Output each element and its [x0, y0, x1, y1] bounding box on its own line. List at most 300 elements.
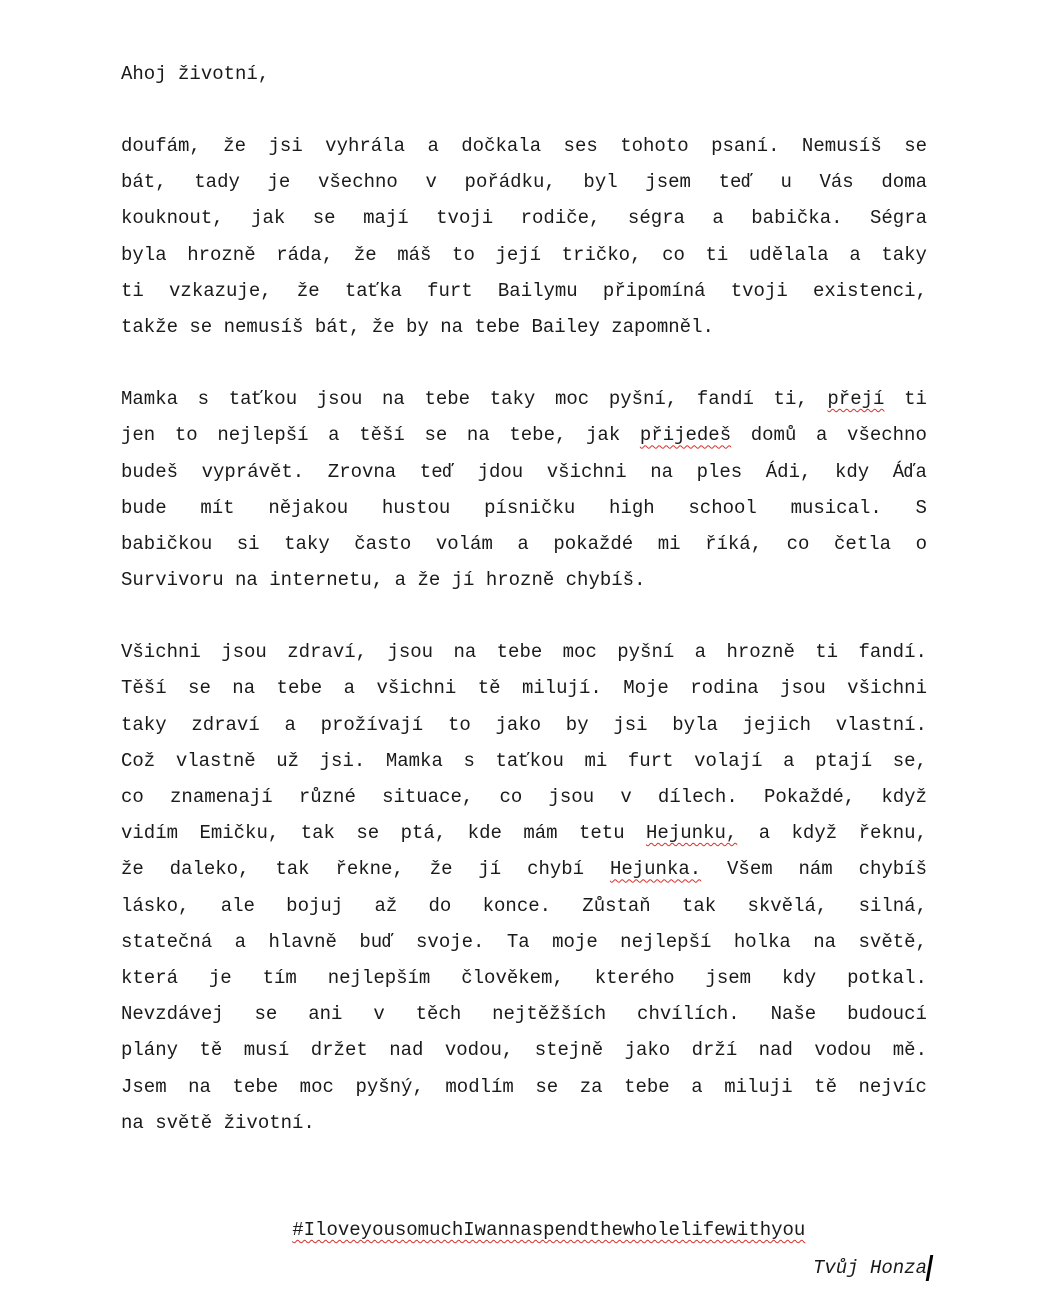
spellcheck-flagged-word: přijedeš — [639, 424, 732, 447]
word: doma — [881, 171, 927, 194]
word: ti, — [773, 388, 808, 411]
paragraph-line — [121, 924, 927, 960]
word: těch — [415, 1003, 462, 1026]
word: nad — [389, 1039, 424, 1062]
word: tebe — [424, 388, 471, 411]
paragraph-line — [121, 490, 927, 526]
word: mi — [584, 749, 608, 772]
word: byla — [121, 243, 167, 266]
word: existenci, — [812, 279, 927, 302]
word: bojuj — [286, 894, 344, 917]
word: volám — [435, 532, 493, 555]
letter-paragraph — [121, 128, 927, 345]
word: hlavně — [268, 930, 337, 953]
word: vodou — [814, 1039, 872, 1062]
word: řekne, — [335, 858, 404, 881]
word: a — [517, 532, 529, 555]
word: pokaždé — [553, 532, 634, 555]
word: budeš — [121, 460, 179, 483]
word: nejtěžších — [492, 1003, 607, 1026]
word: až — [374, 894, 398, 917]
word: tak — [275, 858, 310, 881]
word: furt — [427, 279, 473, 302]
word: jí — [478, 858, 502, 881]
word: máš — [397, 243, 432, 266]
word: pořádku, — [464, 171, 556, 194]
word: říká, — [705, 532, 763, 555]
word: tetu — [578, 822, 625, 845]
word: furt — [627, 749, 674, 772]
word: nejlepší — [217, 424, 309, 447]
word: se — [424, 424, 448, 447]
word: takže — [121, 315, 179, 338]
word: psaní. — [711, 135, 780, 157]
word: mě. — [892, 1039, 927, 1062]
word: Bailey — [531, 315, 600, 338]
word: mám — [523, 822, 558, 845]
word: kterého — [594, 966, 675, 989]
word: moc — [299, 1075, 334, 1098]
word: to — [447, 713, 471, 736]
word: tě — [199, 1039, 223, 1062]
word: byl — [583, 171, 618, 194]
word: holka — [733, 930, 791, 953]
word: jako — [624, 1039, 671, 1062]
word: kdy — [781, 966, 817, 989]
paragraph-line — [121, 1105, 927, 1141]
word: Mamka — [385, 749, 443, 772]
word: situace, — [382, 786, 474, 808]
word: na — [813, 930, 837, 953]
word: vzkazuje, — [169, 279, 272, 302]
word: Survivoru — [121, 569, 224, 592]
word: co — [121, 786, 144, 808]
paragraph-line — [121, 1032, 927, 1068]
word: doufám, — [121, 135, 201, 157]
word: svoje. — [416, 930, 485, 953]
word: jdou — [477, 460, 524, 483]
word: taky — [121, 713, 167, 736]
word: nejlepším — [327, 966, 431, 989]
word: jsou — [387, 641, 434, 664]
word: drží — [691, 1039, 738, 1062]
word: v — [620, 786, 632, 808]
word: tady — [194, 171, 240, 194]
word: jako — [495, 713, 542, 736]
word: Naše — [770, 1003, 817, 1026]
word: dočkala — [461, 135, 542, 157]
word: světě, — [858, 930, 927, 953]
spellcheck-flagged-word: Hejunku, — [646, 822, 738, 845]
word: taťkou — [228, 388, 298, 411]
word: na — [235, 569, 258, 592]
word: Což — [121, 749, 156, 772]
word: modlím — [445, 1075, 514, 1098]
word: s — [463, 749, 475, 772]
word: jen — [121, 424, 156, 447]
word: tím — [262, 966, 297, 989]
word: tohoto — [620, 135, 689, 157]
word: a — [328, 424, 340, 447]
word: high — [609, 496, 655, 519]
word: na — [188, 1075, 211, 1098]
word: bát, — [121, 171, 167, 194]
word: když — [791, 822, 838, 845]
word: hustou — [381, 496, 451, 519]
word: taťkou — [495, 749, 564, 772]
word: taky — [284, 532, 330, 555]
word: tě — [477, 677, 501, 700]
word: ti — [705, 243, 729, 266]
word: a — [427, 135, 439, 157]
word: Ségra — [869, 207, 927, 230]
word: co — [499, 786, 523, 808]
word: a — [783, 749, 795, 772]
word: potkal. — [847, 966, 927, 989]
word: světě — [155, 1111, 213, 1134]
word: těší — [359, 424, 405, 447]
word: Mamka — [121, 388, 179, 411]
word: bát, — [314, 315, 361, 338]
paragraph-line — [121, 1069, 927, 1105]
word: Ta — [506, 930, 530, 953]
word: mít — [200, 496, 235, 519]
word: se — [254, 1003, 278, 1026]
word: Emičku, — [199, 822, 280, 845]
word: do — [428, 894, 452, 917]
word: že — [296, 279, 320, 302]
word: co — [662, 243, 685, 266]
word: taky — [881, 243, 927, 266]
word: nejvíc — [858, 1075, 927, 1098]
word: na — [232, 677, 256, 700]
word: jsou — [548, 786, 595, 808]
word: byla — [672, 713, 718, 736]
word: se — [188, 677, 211, 700]
word: a — [284, 713, 296, 736]
word: tebe — [624, 1075, 670, 1098]
word: ptá, — [400, 822, 447, 845]
paragraph-line — [121, 273, 927, 309]
word: vodou, — [444, 1039, 514, 1062]
paragraph-line — [121, 562, 927, 598]
word: stejně — [534, 1039, 604, 1062]
word: Áďa — [892, 460, 927, 483]
word: ti — [121, 279, 144, 302]
paragraph-line — [121, 237, 927, 273]
word: pyšní — [617, 641, 675, 664]
paragraph-line — [121, 707, 927, 743]
word: daleko, — [169, 858, 250, 881]
word: a — [849, 243, 861, 266]
word: jejich — [742, 713, 812, 736]
word: chybíš. — [565, 569, 646, 592]
word: na — [440, 315, 464, 338]
word: babičkou — [121, 532, 213, 555]
word: vlastní. — [835, 713, 927, 736]
word: zdraví, — [287, 641, 368, 664]
word: vlastně — [175, 749, 256, 772]
word: tričko, — [561, 243, 642, 266]
word: je — [267, 171, 291, 194]
word: Bailymu — [497, 279, 578, 302]
paragraph-line — [121, 526, 927, 562]
word: to — [452, 243, 475, 266]
spellcheck-flagged-word: přejí — [827, 388, 885, 411]
word: už — [276, 749, 300, 772]
word: vyprávět. — [201, 460, 305, 483]
word: domů — [750, 424, 797, 447]
word: Moje — [623, 677, 669, 700]
word: jsi — [613, 713, 648, 736]
word: rodiče, — [520, 207, 601, 230]
word: a — [394, 569, 407, 592]
word: tebe, — [509, 424, 567, 447]
paragraph-line — [121, 200, 927, 236]
word: ale — [220, 894, 255, 917]
signature-text: Tvůj Honza — [812, 1257, 927, 1279]
word: plány — [121, 1039, 179, 1062]
word: nějakou — [268, 496, 349, 519]
word: Zůstaň — [582, 894, 651, 917]
word: životní. — [223, 1111, 315, 1134]
word: taťka — [344, 279, 402, 302]
word: teď — [419, 460, 455, 483]
word: v — [425, 171, 437, 194]
word: si — [236, 532, 260, 555]
word: tak — [300, 822, 335, 845]
letter-greeting: Ahoj životní, — [121, 63, 270, 85]
word: tak — [681, 894, 717, 917]
word: jsou — [780, 677, 826, 700]
word: jsi — [268, 135, 303, 157]
word: ti — [904, 388, 927, 411]
word: a — [816, 424, 828, 447]
word: tebe — [232, 1075, 279, 1098]
word: u — [780, 171, 792, 194]
word: Vás — [819, 171, 854, 194]
word: se — [189, 315, 213, 338]
word: hrozně — [726, 641, 795, 664]
word: se, — [892, 749, 927, 772]
word: písničku — [484, 496, 576, 519]
word: za — [579, 1075, 603, 1098]
letter-paragraphs — [121, 128, 927, 1141]
word: Zrovna — [327, 460, 397, 483]
word: ptají — [815, 749, 873, 772]
word: hrozně — [485, 569, 555, 592]
word: to — [174, 424, 198, 447]
word: o — [915, 532, 927, 555]
paragraph-line — [121, 743, 927, 779]
word: ti — [815, 641, 839, 664]
word: jsou — [221, 641, 267, 664]
word: moc — [554, 388, 590, 411]
word: že — [223, 135, 247, 157]
word: na — [382, 388, 405, 411]
word: kdy — [834, 460, 870, 483]
word: nejlepší — [620, 930, 712, 953]
word: že — [353, 243, 377, 266]
word: ples — [696, 460, 743, 483]
word: musí — [243, 1039, 290, 1062]
word: milují. — [521, 677, 602, 700]
word: a — [234, 930, 247, 953]
word: připomíná — [602, 279, 706, 302]
letter-body[interactable] — [121, 56, 927, 1177]
word: všichni — [847, 677, 927, 700]
word: ani — [308, 1003, 343, 1026]
word: a — [694, 641, 707, 664]
letter-paragraph — [121, 634, 927, 1141]
word: Všem — [727, 858, 773, 881]
word: statečná — [121, 930, 213, 953]
word: lásko, — [121, 894, 190, 917]
word: moc — [562, 641, 597, 664]
paragraph-line — [121, 996, 927, 1032]
word: mi — [657, 532, 681, 555]
word: Pokaždé, — [763, 786, 856, 808]
word: že — [371, 315, 395, 338]
word: nám — [798, 858, 833, 881]
word: Nevzdávej — [121, 1003, 224, 1026]
paragraph-line — [121, 815, 927, 851]
word: tvoji — [730, 279, 788, 302]
word: její — [495, 243, 542, 266]
word: chybí — [527, 858, 585, 881]
word: teď — [718, 171, 753, 194]
word: hrozně — [187, 243, 256, 266]
paragraph-line — [121, 164, 927, 200]
word: pyšní, — [608, 388, 678, 411]
word: pyšný, — [355, 1075, 424, 1098]
word: tvoji — [436, 207, 494, 230]
word: babička. — [751, 207, 843, 230]
word: na — [466, 424, 490, 447]
word: jsi. — [319, 749, 366, 772]
word: taky — [489, 388, 536, 411]
word: tě — [814, 1075, 837, 1098]
word: že — [121, 858, 144, 881]
word: Jsem — [121, 1075, 167, 1098]
word: school — [688, 496, 757, 519]
word: chybíš — [858, 858, 927, 881]
letter-signature — [813, 1250, 931, 1286]
letter-paragraph — [121, 381, 927, 598]
word: mají — [363, 207, 409, 230]
paragraph-line — [121, 417, 927, 453]
word: se — [312, 207, 336, 230]
word: miluji — [724, 1075, 793, 1098]
word: a — [758, 822, 771, 845]
word: kde — [467, 822, 502, 845]
word: jak — [251, 207, 286, 230]
word: jak — [586, 424, 621, 447]
word: jsem — [705, 966, 752, 989]
word: S — [915, 496, 927, 519]
paragraph-line — [121, 454, 927, 490]
paragraph-line — [121, 670, 927, 706]
word: a — [343, 677, 355, 700]
word: konce. — [482, 894, 552, 917]
word: že — [417, 569, 441, 592]
word: Těší — [121, 677, 167, 700]
paragraph-line — [121, 851, 927, 887]
paragraph-line — [121, 960, 927, 996]
word: všechno — [847, 424, 927, 447]
word: by — [406, 315, 429, 338]
word: kouknout, — [121, 207, 224, 230]
word: volají — [694, 749, 763, 772]
word: se — [356, 822, 380, 845]
paragraph-line — [121, 128, 927, 164]
word: fandí — [696, 388, 754, 411]
word: budoucí — [847, 1003, 927, 1026]
word: jsem — [645, 171, 691, 194]
word: vyhrála — [325, 135, 405, 157]
word: vidím — [121, 822, 179, 845]
word: zdraví — [191, 713, 260, 736]
word: nemusíš — [223, 315, 304, 338]
word: znamenají — [170, 786, 273, 808]
word: že — [429, 858, 453, 881]
spellcheck-flagged-word: Hejunka. — [609, 858, 702, 881]
word: tebe — [496, 641, 543, 664]
hashtag-text: #IloveyousomuchIwannaspendthewholelifewithyou — [292, 1219, 806, 1241]
word: jsou — [316, 388, 363, 411]
word: řeknu, — [858, 822, 927, 845]
word: když — [881, 786, 927, 808]
word: na — [453, 641, 477, 664]
word: ráda, — [276, 243, 334, 266]
word: všichni — [546, 460, 627, 483]
word: jí — [451, 569, 475, 592]
word: fandí. — [858, 641, 927, 664]
paragraph-line — [121, 381, 927, 417]
word: udělala — [748, 243, 829, 266]
word: četla — [834, 532, 892, 555]
word: skvělá, — [747, 894, 828, 917]
word: se — [535, 1075, 559, 1098]
word: s — [197, 388, 210, 411]
word: bude — [121, 496, 167, 519]
word: tebe — [474, 315, 521, 338]
word: je — [208, 966, 232, 989]
word: často — [354, 532, 412, 555]
word: všechno — [318, 171, 398, 194]
word: která — [121, 966, 179, 989]
word: v — [373, 1003, 385, 1026]
word: ses — [563, 135, 598, 157]
word: tebe — [276, 677, 323, 700]
word: silná, — [858, 894, 927, 917]
paragraph-line — [121, 779, 927, 815]
word: Nemusíš — [801, 135, 882, 157]
word: dílech. — [657, 786, 738, 808]
paragraph-line — [121, 888, 927, 924]
word: různé — [298, 786, 356, 808]
paragraph-line — [121, 634, 927, 670]
word: prožívají — [320, 713, 424, 736]
word: rodina — [690, 677, 759, 700]
word: moje — [552, 930, 598, 953]
word: se — [904, 135, 927, 157]
word: buď — [359, 930, 394, 953]
word: a — [691, 1075, 703, 1098]
word: co — [786, 532, 810, 555]
word: na — [650, 460, 673, 483]
paragraph-line — [121, 309, 927, 345]
